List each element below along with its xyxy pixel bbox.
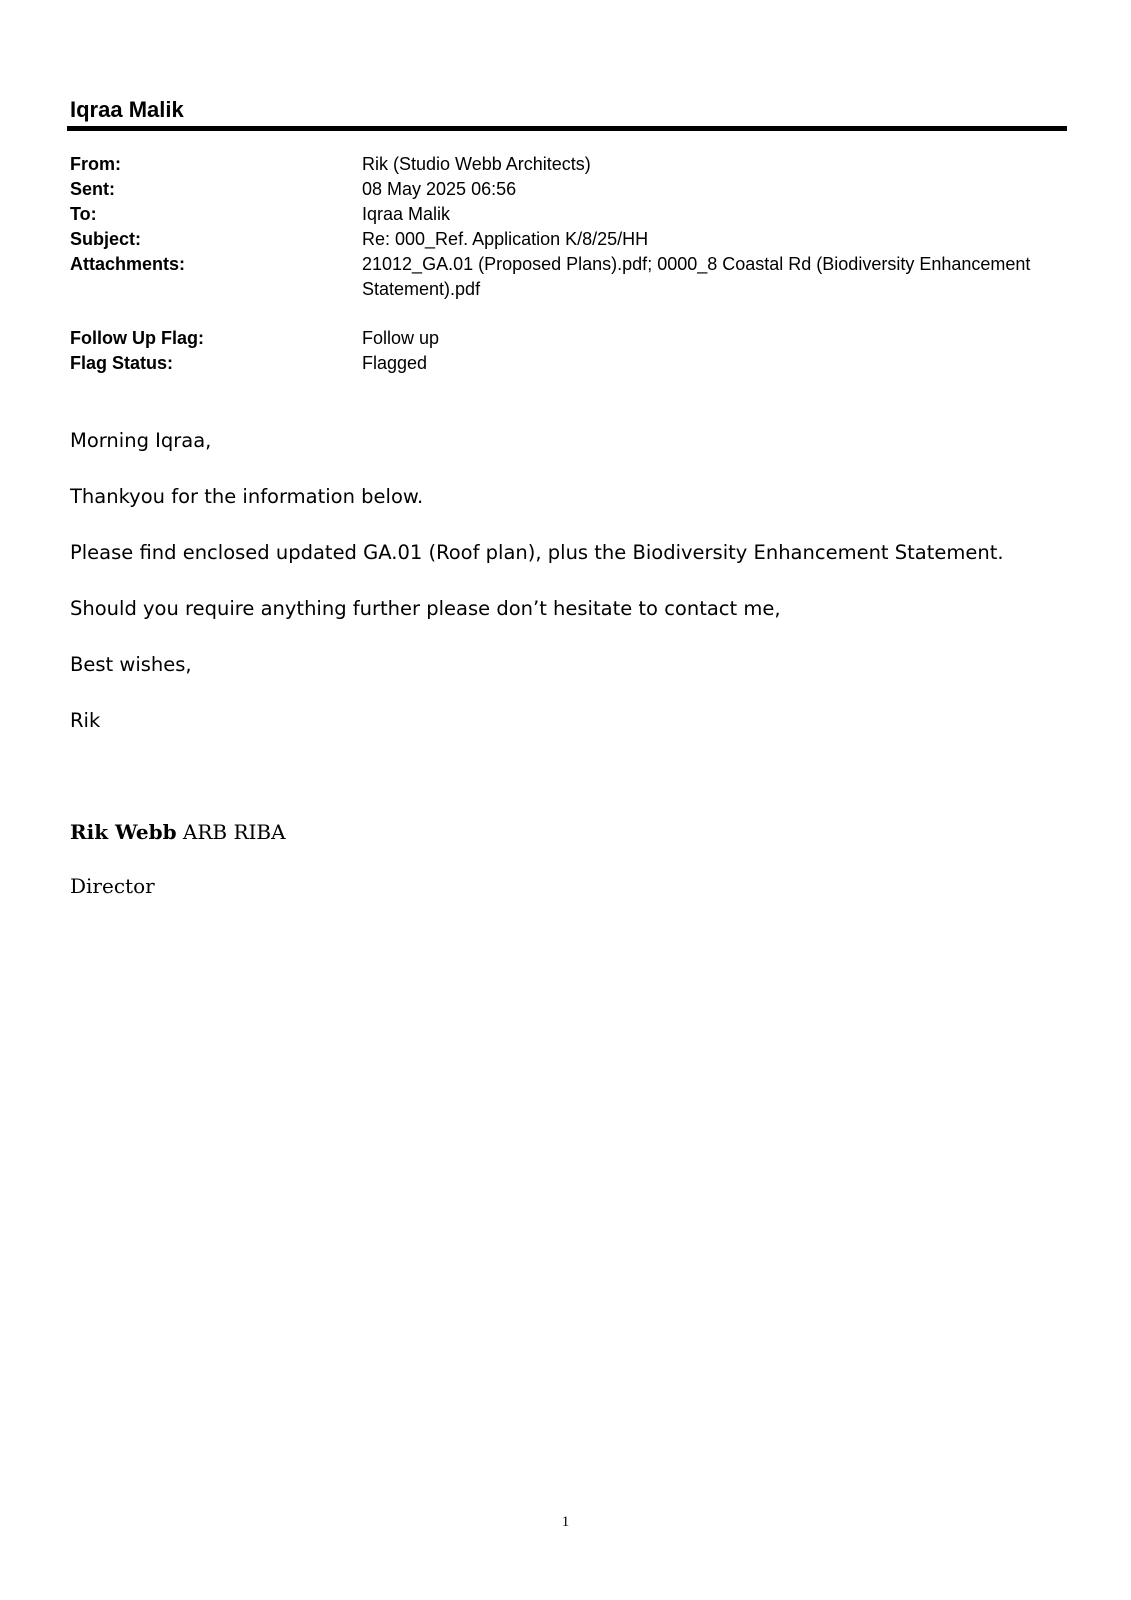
body-paragraph: Thankyou for the information below. xyxy=(70,485,424,508)
header-label: Follow Up Flag: xyxy=(70,328,204,348)
body-greeting: Morning Iqraa, xyxy=(70,429,212,452)
header-subject xyxy=(70,227,1060,252)
header-follow-up-flag xyxy=(70,326,1060,351)
mailbox-owner-name: Iqraa Malik xyxy=(70,97,184,122)
header-label: Attachments: xyxy=(70,254,186,274)
header-divider xyxy=(67,126,1067,131)
header-value: Iqraa Malik xyxy=(362,204,451,224)
signature-credentials: ARB RIBA xyxy=(176,820,286,844)
header-value: 08 May 2025 06:56 xyxy=(362,179,517,199)
header-flag-status xyxy=(70,351,1060,376)
attachments-value xyxy=(362,252,1060,302)
header-value: Follow up xyxy=(362,328,440,348)
signature-title: Director xyxy=(70,874,155,898)
signature-name: Rik Webb xyxy=(70,820,177,844)
header-value: Re: 000_Ref. Application K/8/25/HH xyxy=(362,229,649,249)
body-closing: Best wishes, xyxy=(70,653,192,676)
body-sender: Rik xyxy=(70,709,101,732)
header-from xyxy=(70,152,1060,177)
header-label: Subject: xyxy=(70,229,142,249)
header-label: To: xyxy=(70,204,97,224)
attachments-line-2: Statement).pdf xyxy=(362,279,481,299)
header-to xyxy=(70,202,1060,227)
signature-name-line xyxy=(70,819,286,845)
header-label: From: xyxy=(70,154,121,174)
page-number: 1 xyxy=(561,1514,570,1530)
header-label: Flag Status: xyxy=(70,353,174,373)
header-value: Rik (Studio Webb Architects) xyxy=(362,154,591,174)
email-headers xyxy=(70,152,1060,376)
header-value: Flagged xyxy=(362,353,428,373)
body-paragraph: Please find enclosed updated GA.01 (Roof plan), plus the Biodiversity Enhancement Statement. xyxy=(70,541,1004,564)
header-sent xyxy=(70,177,1060,202)
email-body xyxy=(70,429,1070,765)
header-spacer xyxy=(70,302,1060,326)
body-paragraph: Should you require anything further please don’t hesitate to contact me, xyxy=(70,597,781,620)
header-attachments xyxy=(70,252,1060,302)
attachments-line-1: 21012_GA.01 (Proposed Plans).pdf; 0000_8 Coastal Rd (Biodiversity Enhancement xyxy=(362,254,1031,274)
email-signature xyxy=(70,819,286,927)
header-label: Sent: xyxy=(70,179,115,199)
